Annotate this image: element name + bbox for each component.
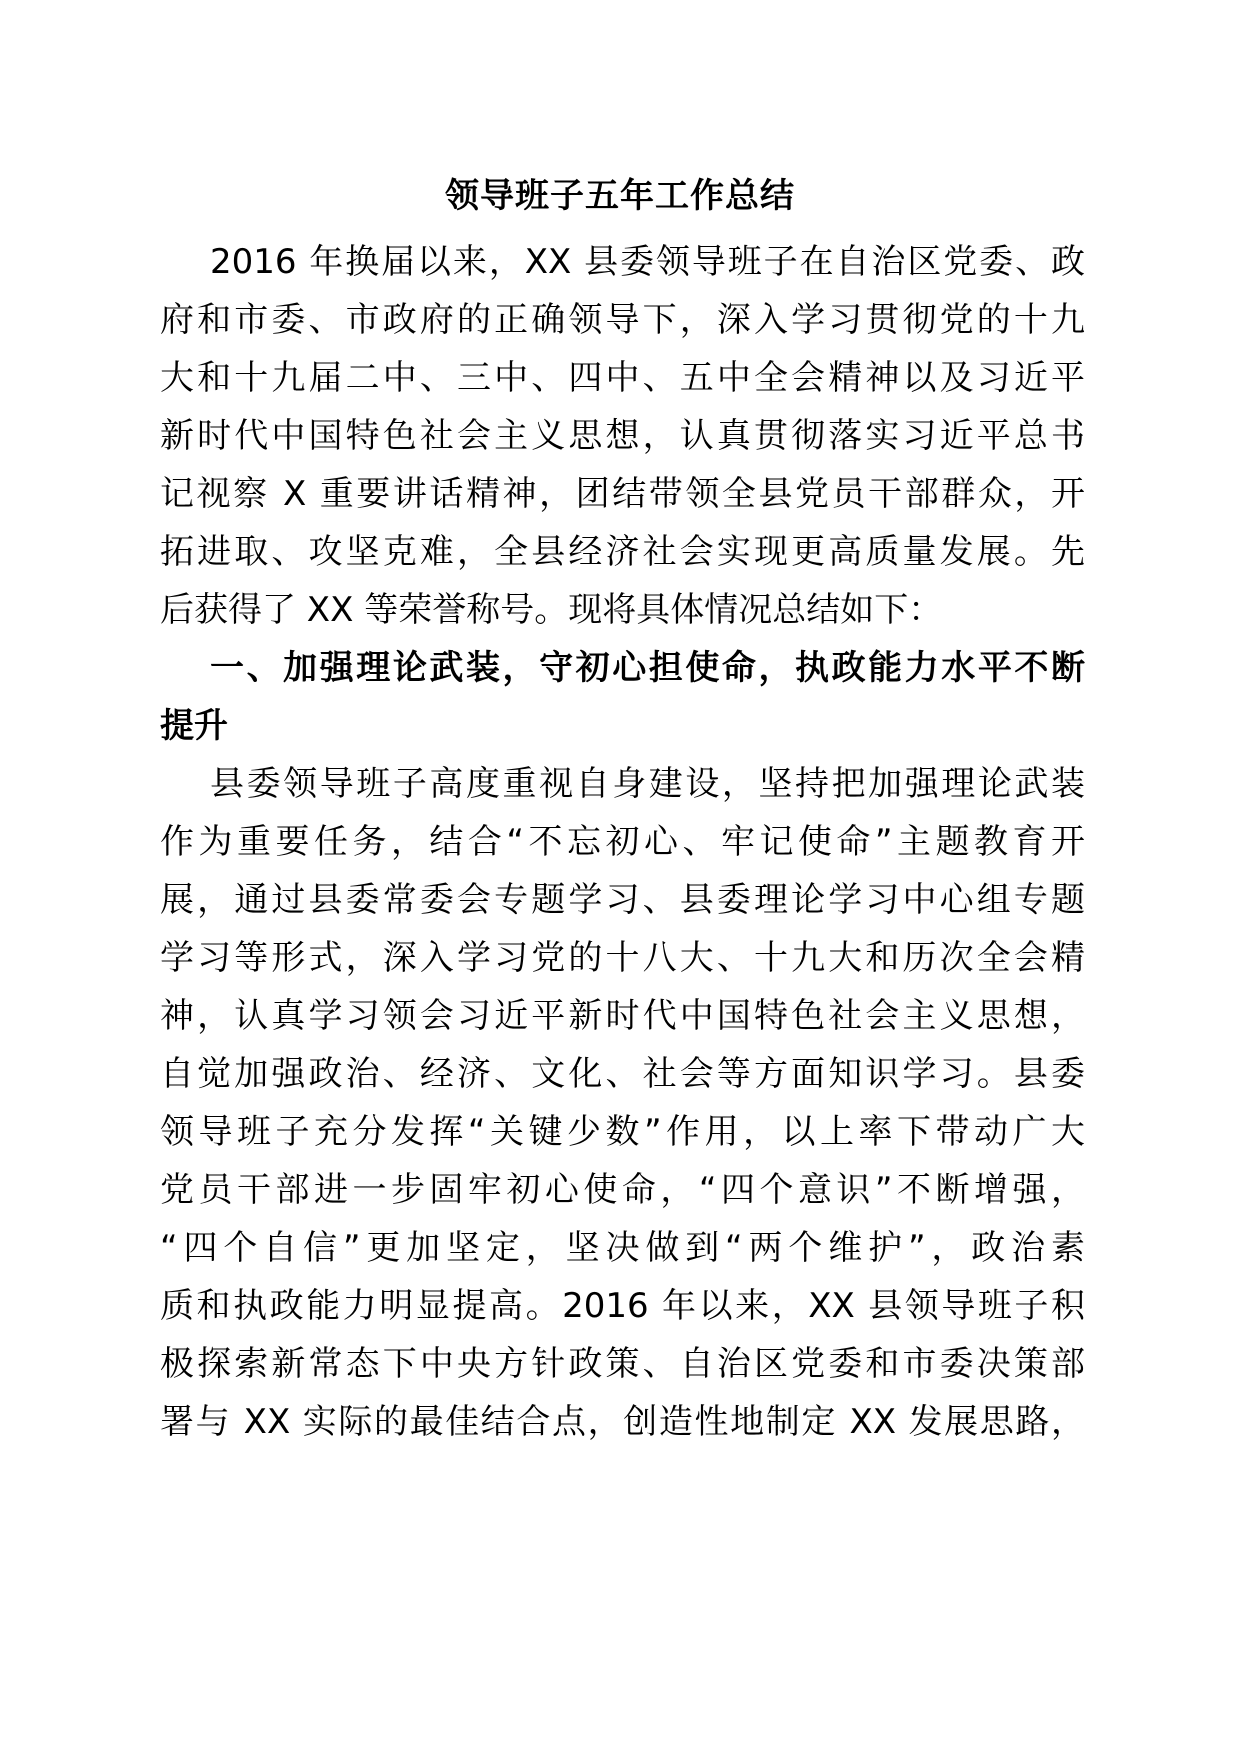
paragraph-line: 作为重要任务，结合“不忘初心、牢记使命”主题教育开 [160, 822, 1085, 862]
paragraph-line: 署与 XX 实际的最佳结合点，创造性地制定 XX 发展思路， [160, 1402, 1085, 1442]
paragraph-line: 县委领导班子高度重视自身建设，坚持把加强理论武装 [210, 764, 1085, 804]
paragraph-line: 神，认真学习领会习近平新时代中国特色社会主义思想， [160, 996, 1085, 1036]
section-heading: 一、加强理论武装，守初心担使命，执政能力水平不断 [210, 648, 1085, 688]
paragraph-line: 记视察 X 重要讲话精神，团结带领全县党员干部群众，开 [160, 474, 1085, 514]
document-title: 领导班子五年工作总结 [445, 176, 795, 216]
paragraph-line: 大和十九届二中、三中、四中、五中全会精神以及习近平 [160, 358, 1085, 398]
paragraph-line: 自觉加强政治、经济、文化、社会等方面知识学习。县委 [160, 1054, 1085, 1094]
paragraph-line: 2016 年换届以来，XX 县委领导班子在自治区党委、政 [210, 242, 1085, 282]
paragraph-line: 学习等形式，深入学习党的十八大、十九大和历次全会精 [160, 938, 1085, 978]
paragraph-line: 展，通过县委常委会专题学习、县委理论学习中心组专题 [160, 880, 1085, 920]
paragraph-line: 新时代中国特色社会主义思想，认真贯彻落实习近平总书 [160, 416, 1085, 456]
paragraph-line: 后获得了 XX 等荣誉称号。现将具体情况总结如下： [160, 590, 943, 630]
paragraph-line: 拓进取、攻坚克难，全县经济社会实现更高质量发展。先 [160, 532, 1085, 572]
paragraph-line: 极探索新常态下中央方针政策、自治区党委和市委决策部 [160, 1344, 1085, 1384]
paragraph-line: 领导班子充分发挥“关键少数”作用，以上率下带动广大 [160, 1112, 1085, 1152]
section-heading-continued: 提升 [160, 706, 228, 746]
paragraph-line: “四个自信”更加坚定，坚决做到“两个维护”，政治素 [160, 1228, 1085, 1268]
paragraph-line: 府和市委、市政府的正确领导下，深入学习贯彻党的十九 [160, 300, 1085, 340]
paragraph-line: 质和执政能力明显提高。2016 年以来，XX 县领导班子积 [160, 1286, 1085, 1326]
paragraph-line: 党员干部进一步固牢初心使命，“四个意识”不断增强， [160, 1170, 1085, 1210]
